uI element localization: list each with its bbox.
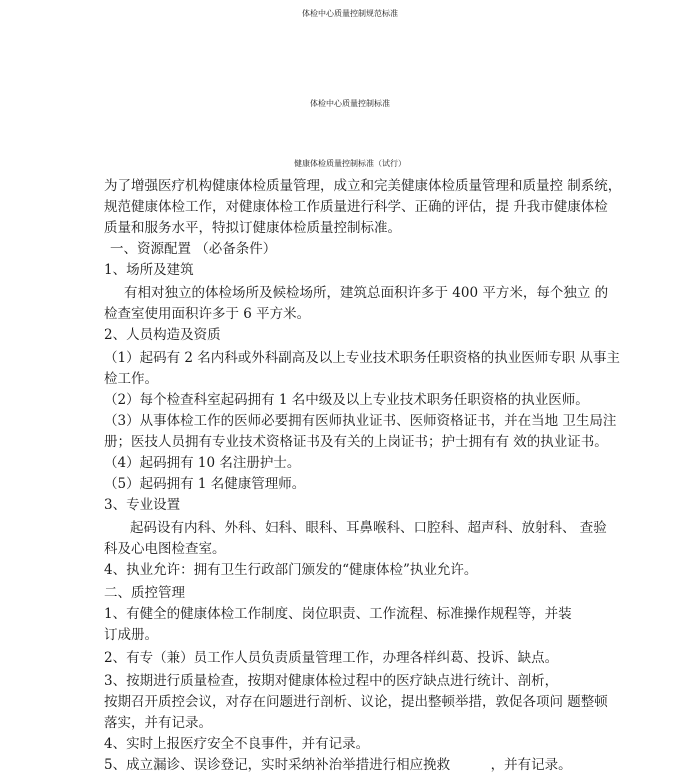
list-item: （1）起码有 2 名内科或外科副高及以上专业技术职务任职资格的执业医师专职 从事主 bbox=[104, 350, 621, 366]
list-item: （3）从事体检工作的医师必要拥有医师执业证书、医师资格证书，并在当地 卫生局注 bbox=[104, 413, 617, 429]
list-item: 检工作。 bbox=[104, 371, 158, 387]
intro-line: 规范健康体检工作，对健康体检工作质量进行科学、正确的评估，提 升我市健康体检 bbox=[104, 199, 608, 215]
list-item: 4、实时上报医疗安全不良事件，并有记录。 bbox=[104, 736, 370, 752]
list-item: （4）起码拥有 10 名注册护士。 bbox=[104, 455, 301, 471]
paragraph-line: 起码设有内科、外科、妇科、眼科、耳鼻喉科、口腔科、超声科、放射科、 查验 bbox=[130, 520, 607, 536]
intro-line: 为了增强医疗机构健康体检质量管理，成立和完美健康体检质量管理和质量控 制系统， bbox=[104, 178, 622, 194]
document-subtitle: 健康体检质量控制标准（试行） bbox=[294, 159, 406, 168]
subsection-heading: 1、场所及建筑 bbox=[104, 262, 194, 278]
list-item: 订成册。 bbox=[104, 627, 158, 643]
page-header: 体检中心质量控制规范标准 bbox=[302, 9, 398, 18]
list-item: 2、有专（兼）员工作人员负责质量管理工作，办理各样纠葛、投诉、缺点。 bbox=[104, 650, 559, 666]
list-item: （2）每个检查科室起码拥有 1 名中级及以上专业技术职务任职资格的执业医师。 bbox=[104, 392, 589, 408]
subsection-heading: 3、专业设置 bbox=[104, 497, 181, 513]
list-item: 3、按期进行质量检查，按期对健康体检过程中的医疗缺点进行统计、剖析， bbox=[104, 673, 559, 689]
list-item: 按期召开质控会议，对存在问题进行剖析、议论，提出整顿举措，敦促各项问 题整顿 bbox=[104, 694, 608, 710]
list-item: 册；医技人员拥有专业技术资格证书及有关的上岗证书；护士拥有有 效的执业证书。 bbox=[104, 434, 608, 450]
section-heading: 一、资源配置 （必备条件） bbox=[110, 241, 277, 257]
list-item: 1、有健全的健康体检工作制度、岗位职责、工作流程、标准操作规程等，并装 bbox=[104, 606, 572, 622]
paragraph-line: 4、执业允许：拥有卫生行政部门颁发的“健康体检”执业允许。 bbox=[104, 562, 478, 578]
paragraph-line: 检查室使用面积许多于 6 平方米。 bbox=[104, 306, 311, 322]
document-title: 体检中心质量控制标准 bbox=[310, 99, 390, 108]
paragraph-line: 有相对独立的体检场所及候检场所，建筑总面积许多于 400 平方米，每个独立 的 bbox=[124, 285, 609, 301]
section-heading: 二、质控管理 bbox=[104, 585, 185, 601]
intro-line: 质量和服务水平，特拟订健康体检质量控制标准。 bbox=[104, 220, 401, 236]
list-item: 落实，并有记录。 bbox=[104, 715, 212, 731]
subsection-heading: 2、人员构造及资质 bbox=[104, 327, 221, 343]
list-item: 5、成立漏诊、误诊登记，实时采纳补治举措进行相应挽救 ，并有记录。 bbox=[104, 757, 572, 773]
paragraph-line: 科及心电图检查室。 bbox=[104, 541, 226, 557]
list-item: （5）起码拥有 1 名健康管理师。 bbox=[104, 476, 306, 492]
